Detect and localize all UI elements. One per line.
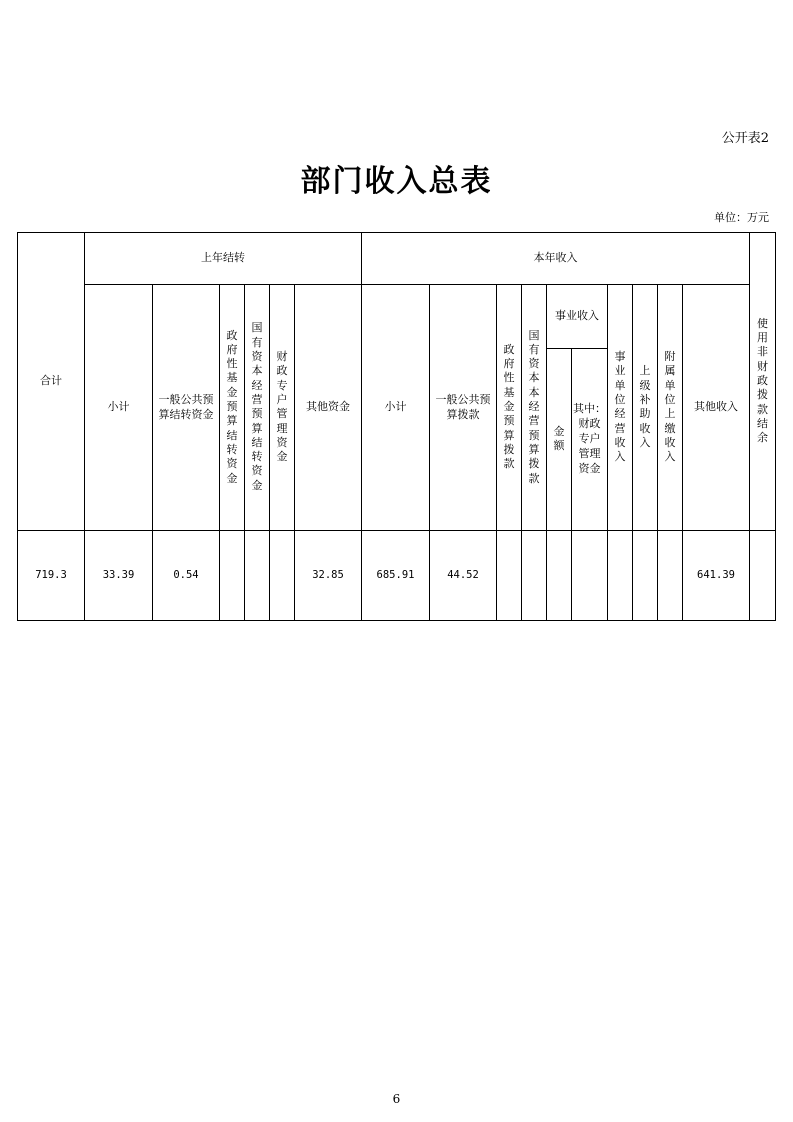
business-special-prefix: 其中： bbox=[573, 402, 606, 416]
cell-carryover-special bbox=[270, 531, 295, 621]
unit-label: 单位：万元 bbox=[714, 211, 769, 224]
header-total: 合计 bbox=[18, 233, 85, 531]
header-row-2 bbox=[18, 285, 776, 349]
header-non-fiscal-balance: 使用非财政拨款结余 bbox=[750, 233, 776, 531]
cell-carryover-subtotal: 33.39 bbox=[85, 531, 153, 621]
cell-business-amount bbox=[547, 531, 572, 621]
cell-superior-subsidy bbox=[633, 531, 658, 621]
header-unit-operating-income: 事业单位经营收入 bbox=[608, 285, 633, 531]
cell-current-general: 44.52 bbox=[430, 531, 497, 621]
cell-unit-operating-income bbox=[608, 531, 633, 621]
page-title: 部门收入总表 bbox=[300, 164, 493, 199]
cell-total: 719.3 bbox=[18, 531, 85, 621]
header-current-group: 本年收入 bbox=[362, 233, 750, 285]
cell-current-subtotal: 685.91 bbox=[362, 531, 430, 621]
cell-carryover-other: 32.85 bbox=[295, 531, 362, 621]
cell-other-income: 641.39 bbox=[683, 531, 750, 621]
cell-non-fiscal-balance bbox=[750, 531, 776, 621]
page-number: 6 bbox=[392, 1092, 401, 1106]
cell-business-special bbox=[572, 531, 608, 621]
header-other-income: 其他收入 bbox=[683, 285, 750, 531]
cell-current-gov-fund bbox=[497, 531, 522, 621]
revenue-summary-table bbox=[17, 232, 776, 621]
header-carryover-subtotal: 小计 bbox=[85, 285, 153, 531]
header-business-amount: 金额 bbox=[547, 349, 572, 531]
cell-carryover-gov-fund bbox=[220, 531, 245, 621]
header-row-1 bbox=[18, 233, 776, 285]
header-current-subtotal: 小计 bbox=[362, 285, 430, 531]
cell-carryover-general: 0.54 bbox=[153, 531, 220, 621]
header-carryover-special: 财政专户管理资金 bbox=[270, 285, 295, 531]
header-business-special bbox=[572, 349, 608, 531]
header-current-state-capital: 国有资本本经营预算拨款 bbox=[522, 285, 547, 531]
header-business-income-group: 事业收入 bbox=[547, 285, 608, 349]
table-row bbox=[18, 531, 776, 621]
header-current-gov-fund: 政府性基金预算拨款 bbox=[497, 285, 522, 531]
header-carryover-state-capital: 国有资本经营预算结转资金 bbox=[245, 285, 270, 531]
cell-carryover-state-capital bbox=[245, 531, 270, 621]
header-carryover-group: 上年结转 bbox=[85, 233, 362, 285]
header-carryover-gov-fund: 政府性基金预算结转资金 bbox=[220, 285, 245, 531]
header-carryover-general: 一般公共预算结转资金 bbox=[153, 285, 220, 531]
header-current-general: 一般公共预算拨款 bbox=[430, 285, 497, 531]
header-superior-subsidy: 上级补助收入 bbox=[633, 285, 658, 531]
header-carryover-other: 其他资金 bbox=[295, 285, 362, 531]
business-special-label: 财政专户管理资金 bbox=[578, 417, 601, 475]
cell-current-state-capital bbox=[522, 531, 547, 621]
header-subordinate-payment: 附属单位上缴收入 bbox=[658, 285, 683, 531]
cell-subordinate-payment bbox=[658, 531, 683, 621]
document-code: 公开表2 bbox=[721, 131, 769, 146]
